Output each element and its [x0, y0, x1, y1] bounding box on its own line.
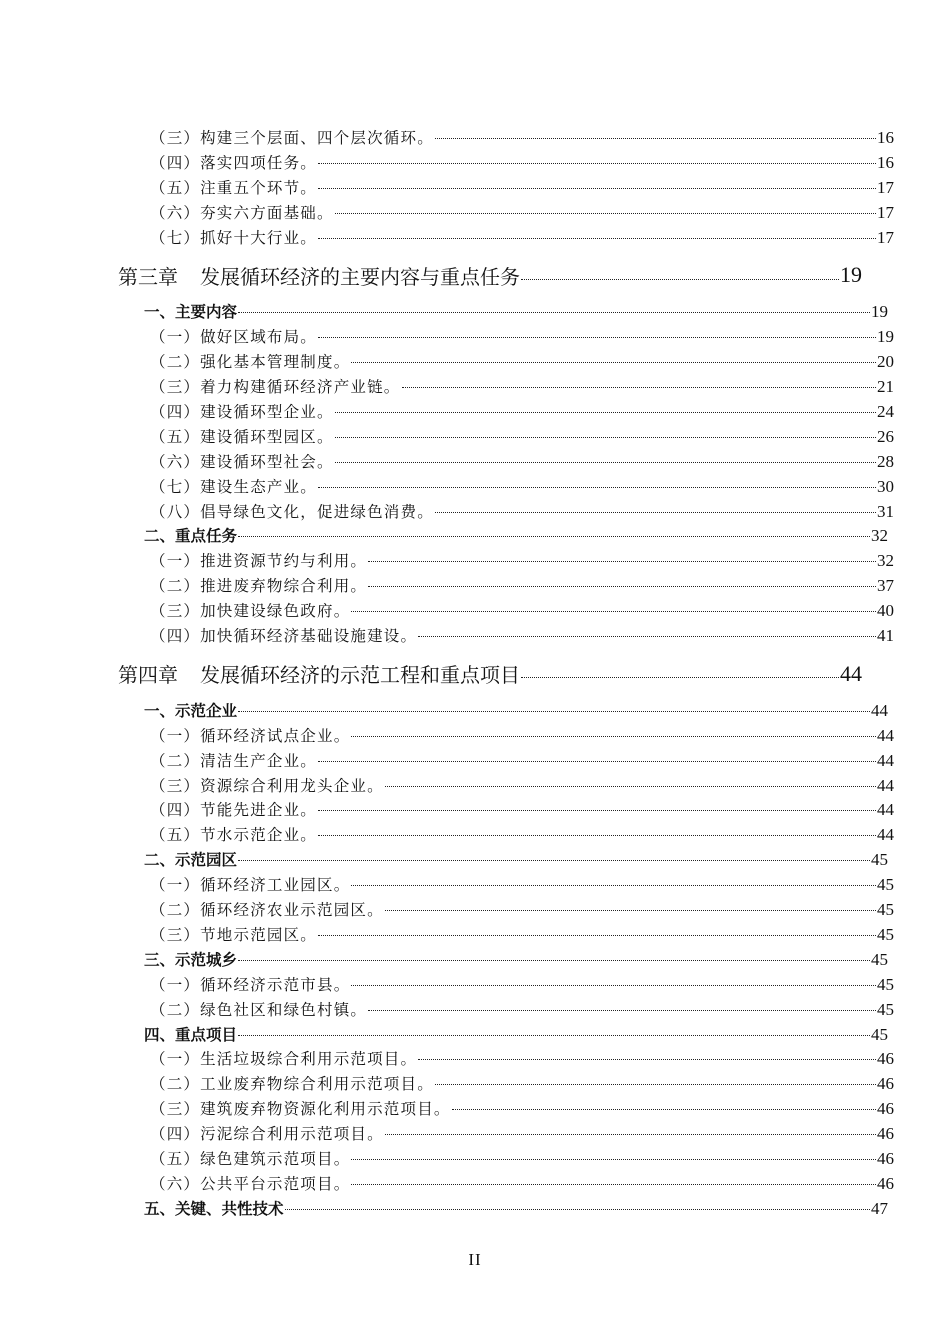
toc-item-row[interactable] — [118, 1122, 894, 1147]
toc-item-row[interactable] — [118, 798, 894, 823]
toc-page-number: 45 — [871, 850, 888, 870]
toc-item-label: （二）绿色社区和绿色村镇。 — [150, 1000, 368, 1019]
toc-item-row[interactable] — [118, 1072, 894, 1097]
toc-item-row[interactable] — [118, 624, 894, 649]
dot-leader — [385, 1134, 876, 1135]
toc-page-number: 30 — [877, 476, 894, 496]
toc-item-row[interactable] — [118, 500, 894, 525]
toc-item-row[interactable] — [118, 724, 894, 749]
dot-leader — [521, 279, 839, 280]
toc-item-row[interactable] — [118, 1172, 894, 1197]
dot-leader — [351, 1184, 876, 1185]
dot-leader — [368, 586, 876, 587]
toc-item-row[interactable] — [118, 873, 894, 898]
toc-section-label: 三、示范城乡 — [144, 950, 238, 969]
toc-item-label: （八）倡导绿色文化，促进绿色消费。 — [150, 502, 434, 521]
toc-page-number: 28 — [877, 451, 894, 471]
toc-item-row[interactable] — [118, 898, 894, 923]
toc-item-row[interactable] — [118, 350, 894, 375]
toc-item-label: （五）绿色建筑示范项目。 — [150, 1149, 351, 1168]
dot-leader — [318, 238, 876, 239]
dot-leader — [335, 412, 876, 413]
toc-item-label: （六）公共平台示范项目。 — [150, 1174, 351, 1193]
toc-item-label: （一）生活垃圾综合利用示范项目。 — [150, 1050, 418, 1069]
toc-page-number: 46 — [877, 1049, 894, 1069]
toc-chapter-title: 发展循环经济的示范工程和重点项目 — [200, 663, 520, 688]
toc-page-number: 45 — [877, 924, 894, 944]
toc-item-label: （七）抓好十大行业。 — [150, 228, 318, 247]
toc-item-row[interactable] — [118, 1047, 894, 1072]
dot-leader — [318, 337, 876, 338]
toc-page-number: 44 — [840, 660, 862, 686]
toc-page-number: 19 — [840, 262, 862, 288]
toc-page-number: 19 — [871, 302, 888, 322]
toc-section-row[interactable] — [118, 848, 888, 873]
table-of-contents — [118, 126, 894, 1222]
toc-item-label: （一）推进资源节约与利用。 — [150, 552, 368, 571]
dot-leader — [318, 835, 876, 836]
toc-page-number: 45 — [871, 949, 888, 969]
toc-item-label: （四）建设循环型企业。 — [150, 403, 334, 422]
toc-chapter-title: 发展循环经济的主要内容与重点任务 — [200, 264, 520, 289]
toc-item-label: （二）推进废弃物综合利用。 — [150, 577, 368, 596]
toc-item-label: （三）加快建设绿色政府。 — [150, 602, 351, 621]
toc-item-label: （四）加快循环经济基础设施建设。 — [150, 627, 418, 646]
toc-item-row[interactable] — [118, 549, 894, 574]
dot-leader — [418, 1059, 876, 1060]
toc-item-label: （二）循环经济农业示范园区。 — [150, 901, 384, 920]
toc-page-number: 37 — [877, 576, 894, 596]
toc-item-label: （一）循环经济工业园区。 — [150, 876, 351, 895]
dot-leader — [318, 935, 876, 936]
toc-page-number: 17 — [877, 227, 894, 247]
toc-item-row[interactable] — [118, 450, 894, 475]
toc-item-label: （二）强化基本管理制度。 — [150, 353, 351, 372]
toc-page-number: 19 — [877, 327, 894, 347]
dot-leader — [385, 786, 876, 787]
toc-item-label: （三）节地示范园区。 — [150, 925, 318, 944]
dot-leader — [351, 985, 876, 986]
toc-item-label: （一）循环经济示范市县。 — [150, 975, 351, 994]
toc-item-row[interactable] — [118, 176, 894, 201]
toc-item-row[interactable] — [118, 1097, 894, 1122]
toc-page-number: 32 — [877, 551, 894, 571]
dot-leader — [238, 711, 870, 712]
toc-item-label: （四）节能先进企业。 — [150, 801, 318, 820]
toc-item-row[interactable] — [118, 823, 894, 848]
dot-leader — [385, 910, 876, 911]
toc-page-number: 46 — [877, 1099, 894, 1119]
toc-section-row[interactable] — [118, 1197, 888, 1222]
toc-item-row[interactable] — [118, 126, 894, 151]
toc-item-label: （七）建设生态产业。 — [150, 477, 318, 496]
toc-page-number: 47 — [871, 1198, 888, 1218]
toc-item-label: （一）做好区域布局。 — [150, 328, 318, 347]
toc-item-label: （五）建设循环型园区。 — [150, 427, 334, 446]
dot-leader — [351, 611, 876, 612]
toc-item-row[interactable] — [118, 599, 894, 624]
toc-section-label: 二、示范园区 — [144, 851, 238, 870]
dot-leader — [351, 885, 876, 886]
toc-item-row[interactable] — [118, 774, 894, 799]
toc-item-row[interactable] — [118, 1147, 894, 1172]
dot-leader — [238, 536, 870, 537]
dot-leader — [368, 561, 876, 562]
toc-page-number: 21 — [877, 377, 894, 397]
toc-item-label: （六）夯实六方面基础。 — [150, 203, 334, 222]
toc-item-row[interactable] — [118, 325, 894, 350]
dot-leader — [351, 362, 876, 363]
dot-leader — [452, 1109, 876, 1110]
dot-leader — [335, 437, 876, 438]
dot-leader — [435, 138, 876, 139]
toc-item-label: （四）落实四项任务。 — [150, 153, 318, 172]
toc-item-row[interactable] — [118, 973, 894, 998]
toc-page-number: 46 — [877, 1074, 894, 1094]
toc-section-label: 一、示范企业 — [144, 701, 238, 720]
toc-item-row[interactable] — [118, 425, 894, 450]
toc-item-label: （六）建设循环型社会。 — [150, 452, 334, 471]
dot-leader — [318, 163, 876, 164]
toc-item-label: （一）循环经济试点企业。 — [150, 726, 351, 745]
toc-page-number: 46 — [877, 1173, 894, 1193]
toc-section-row[interactable] — [118, 524, 888, 549]
toc-page-number: 45 — [877, 900, 894, 920]
toc-section-row[interactable] — [118, 1023, 888, 1048]
dot-leader — [285, 1209, 870, 1210]
toc-item-row[interactable] — [118, 749, 894, 774]
dot-leader — [435, 512, 876, 513]
toc-item-label: （三）建筑废弃物资源化利用示范项目。 — [150, 1100, 451, 1119]
toc-item-label: （四）污泥综合利用示范项目。 — [150, 1125, 384, 1144]
dot-leader — [238, 1035, 870, 1036]
toc-item-label: （五）节水示范企业。 — [150, 826, 318, 845]
toc-page-number: 46 — [877, 1124, 894, 1144]
dot-leader — [368, 1010, 876, 1011]
dot-leader — [335, 462, 876, 463]
toc-item-row[interactable] — [118, 201, 894, 226]
toc-chapter-row[interactable] — [118, 649, 862, 699]
dot-leader — [238, 960, 870, 961]
toc-page-number: 44 — [877, 750, 894, 770]
toc-page-number: 44 — [877, 775, 894, 795]
toc-item-label: （五）注重五个环节。 — [150, 178, 318, 197]
toc-section-label: 五、关键、共性技术 — [144, 1199, 284, 1218]
dot-leader — [351, 736, 876, 737]
toc-page-number: 32 — [871, 526, 888, 546]
dot-leader — [318, 188, 876, 189]
toc-section-row[interactable] — [118, 300, 888, 325]
toc-item-row[interactable] — [118, 151, 894, 176]
toc-page-number: 17 — [877, 202, 894, 222]
toc-item-row[interactable] — [118, 375, 894, 400]
toc-chapter-row[interactable] — [118, 250, 862, 300]
dot-leader — [521, 677, 839, 678]
toc-page-number: 16 — [877, 128, 894, 147]
dot-leader — [435, 1084, 876, 1085]
dot-leader — [238, 312, 870, 313]
toc-page-number: 26 — [877, 426, 894, 446]
toc-item-label: （三）着力构建循环经济产业链。 — [150, 378, 401, 397]
toc-page-number: 44 — [871, 700, 888, 720]
dot-leader — [351, 1159, 876, 1160]
toc-item-row[interactable] — [118, 475, 894, 500]
toc-item-row[interactable] — [118, 923, 894, 948]
toc-page-number: 45 — [877, 999, 894, 1019]
toc-page-number: 44 — [877, 825, 894, 845]
toc-page-number: 24 — [877, 402, 894, 422]
toc-item-row[interactable] — [118, 998, 894, 1023]
toc-item-label: （二）清洁生产企业。 — [150, 751, 318, 770]
toc-item-label: （三）资源综合利用龙头企业。 — [150, 776, 384, 795]
dot-leader — [318, 810, 876, 811]
page-footer-number: II — [468, 1250, 482, 1269]
toc-section-row[interactable] — [118, 699, 888, 724]
toc-chapter-number: 第四章 — [118, 663, 178, 688]
dot-leader — [418, 636, 876, 637]
toc-item-row[interactable] — [118, 574, 894, 599]
dot-leader — [335, 213, 876, 214]
toc-page-number: 16 — [877, 152, 894, 172]
dot-leader — [402, 387, 876, 388]
toc-chapter-number: 第三章 — [118, 264, 178, 289]
toc-item-row[interactable] — [118, 226, 894, 251]
toc-section-label: 一、主要内容 — [144, 303, 238, 322]
toc-page-number: 45 — [877, 875, 894, 895]
toc-section-label: 二、重点任务 — [144, 527, 238, 546]
dot-leader — [318, 487, 876, 488]
toc-page-number: 20 — [877, 352, 894, 372]
toc-item-row[interactable] — [118, 400, 894, 425]
toc-page-number: 44 — [877, 800, 894, 820]
toc-page-number: 46 — [877, 1148, 894, 1168]
dot-leader — [238, 860, 870, 861]
dot-leader — [318, 761, 876, 762]
toc-page-number: 40 — [877, 601, 894, 621]
toc-page-number: 45 — [871, 1024, 888, 1044]
toc-page-number: 17 — [877, 177, 894, 197]
toc-item-label: （二）工业废弃物综合利用示范项目。 — [150, 1075, 434, 1094]
toc-section-label: 四、重点项目 — [144, 1025, 238, 1044]
toc-page-number: 31 — [877, 501, 894, 521]
toc-item-label: （三）构建三个层面、四个层次循环。 — [150, 129, 434, 147]
toc-page-number: 41 — [877, 626, 894, 646]
toc-section-row[interactable] — [118, 948, 888, 973]
toc-page-number: 45 — [877, 974, 894, 994]
toc-page-number: 44 — [877, 725, 894, 745]
